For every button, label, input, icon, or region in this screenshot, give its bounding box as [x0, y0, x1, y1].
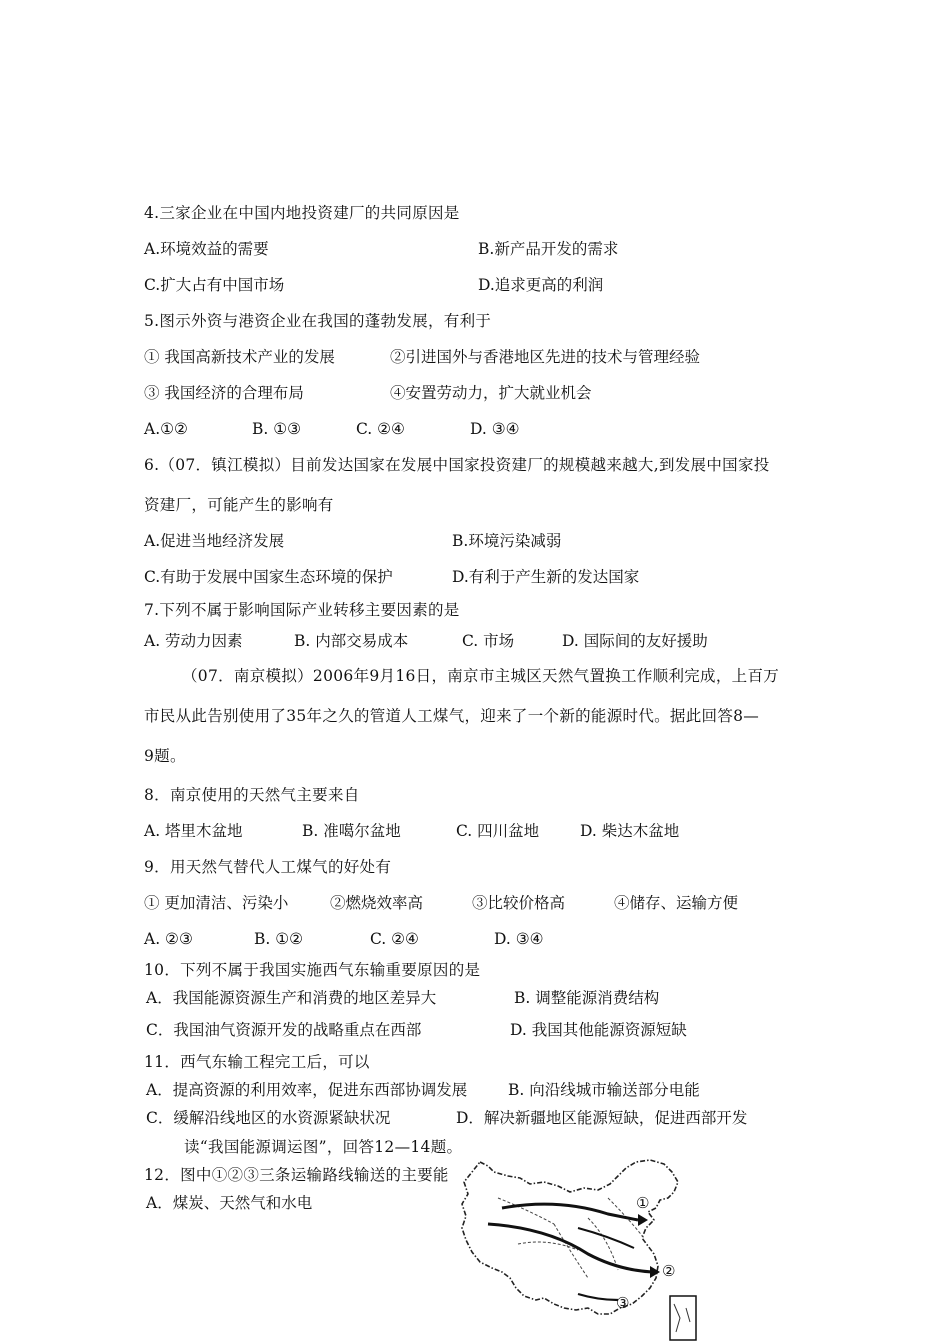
intro-12-14: 读“我国能源调运图”，回答12—14题。 [184, 1138, 463, 1156]
question-11-stem: 11．西气东输工程完工后，可以 [144, 1053, 370, 1071]
question-9-statement-2: ②燃烧效率高 [330, 894, 424, 912]
route-1-arrow [638, 1214, 648, 1226]
question-5-statement-1: ① 我国高新技术产业的发展 [144, 348, 335, 366]
question-9-stem: 9．用天然气替代人工煤气的好处有 [144, 858, 392, 876]
question-9-option-b: B. ①② [254, 930, 304, 948]
question-8-option-b: B. 准噶尔盆地 [302, 822, 401, 840]
question-11-option-b: B. 向沿线城市输送部分电能 [508, 1081, 700, 1099]
question-5-option-b: B. ①③ [252, 420, 302, 438]
route-3-line [578, 1294, 618, 1300]
question-9-statement-1: ① 更加清洁、污染小 [144, 894, 289, 912]
question-12-stem: 12．图中①②③三条运输路线输送的主要能 [144, 1166, 449, 1184]
question-5-stem: 5.图示外资与港资企业在我国的蓬勃发展，有利于 [144, 312, 492, 330]
question-8-option-c: C. 四川盆地 [456, 822, 540, 840]
energy-transport-map [458, 1158, 708, 1344]
question-11-option-d: D．解决新疆地区能源短缺，促进西部开发 [456, 1109, 748, 1127]
question-8-stem: 8．南京使用的天然气主要来自 [144, 786, 360, 804]
question-4-option-d: D.追求更高的利润 [478, 276, 604, 294]
question-6-option-d: D.有利于产生新的发达国家 [452, 568, 640, 586]
inset-coastline [674, 1304, 690, 1332]
route-3-marker: ③ [616, 1294, 630, 1312]
question-6-stem-line-1: 6.（07．镇江模拟）目前发达国家在发展中国家投资建厂的规模越来越大,到发展中国家投 [144, 456, 770, 474]
question-8-option-a: A. 塔里木盆地 [144, 822, 243, 840]
intro-8-9-line-3: 9题。 [144, 747, 186, 765]
question-10-stem: 10．下列不属于我国实施西气东输重要原因的是 [144, 961, 481, 979]
question-5-option-c: C. ②④ [356, 420, 405, 438]
china-outline [462, 1160, 678, 1314]
route-branch-line [578, 1228, 634, 1248]
question-10-option-a: A．我国能源资源生产和消费的地区差异大 [146, 989, 437, 1007]
question-6-option-c: C.有助于发展中国家生态环境的保护 [144, 568, 393, 586]
question-6-option-b: B.环境污染减弱 [452, 532, 562, 550]
route-2-marker: ② [662, 1262, 676, 1280]
question-7-option-d: D. 国际间的友好援助 [562, 632, 708, 650]
route-1-marker: ① [636, 1194, 650, 1212]
question-11-option-c: C．缓解沿线地区的水资源紧缺状况 [146, 1109, 391, 1127]
question-8-option-d: D. 柴达木盆地 [580, 822, 680, 840]
question-4-option-c: C.扩大占有中国市场 [144, 276, 285, 294]
question-5-option-d: D. ③④ [470, 420, 520, 438]
question-9-option-d: D. ③④ [494, 930, 544, 948]
question-4-option-b: B.新产品开发的需求 [478, 240, 619, 258]
question-7-option-c: C. 市场 [462, 632, 515, 650]
route-2-line [488, 1224, 652, 1272]
question-4-stem: 4.三家企业在中国内地投资建厂的共同原因是 [144, 204, 460, 222]
south-china-sea-inset [670, 1296, 696, 1340]
question-10-option-d: D. 我国其他能源资源短缺 [510, 1021, 687, 1039]
question-4-option-a: A.环境效益的需要 [144, 240, 269, 258]
question-9-option-a: A. ②③ [144, 930, 193, 948]
question-7-option-a: A. 劳动力因素 [144, 632, 243, 650]
question-11-option-a: A．提高资源的利用效率，促进东西部协调发展 [146, 1081, 468, 1099]
question-9-option-c: C. ②④ [370, 930, 419, 948]
question-10-option-c: C．我国油气资源开发的战略重点在西部 [146, 1021, 422, 1039]
question-5-statement-2: ②引进国外与香港地区先进的技术与管理经验 [390, 348, 701, 366]
question-6-stem-line-2: 资建厂，可能产生的影响有 [144, 496, 334, 514]
intro-8-9-line-1: （07．南京模拟）2006年9月16日，南京市主城区天然气置换工作顺利完成，上百万 [182, 667, 780, 685]
question-5-statement-4: ④安置劳动力，扩大就业机会 [390, 384, 592, 402]
route-1-line [502, 1204, 638, 1220]
question-5-statement-3: ③ 我国经济的合理布局 [144, 384, 304, 402]
question-10-option-b: B. 调整能源消费结构 [514, 989, 660, 1007]
question-9-statement-3: ③比较价格高 [472, 894, 566, 912]
intro-8-9-line-2: 市民从此告别使用了35年之久的管道人工煤气，迎来了一个新的能源时代。据此回答8— [144, 707, 760, 725]
question-12-option-a: A．煤炭、天然气和水电 [146, 1194, 313, 1212]
question-6-option-a: A.促进当地经济发展 [144, 532, 285, 550]
question-7-option-b: B. 内部交易成本 [294, 632, 409, 650]
question-5-option-a: A.①② [144, 420, 188, 438]
question-7-stem: 7.下列不属于影响国际产业转移主要因素的是 [144, 601, 460, 619]
question-9-statement-4: ④储存、运输方便 [614, 894, 739, 912]
